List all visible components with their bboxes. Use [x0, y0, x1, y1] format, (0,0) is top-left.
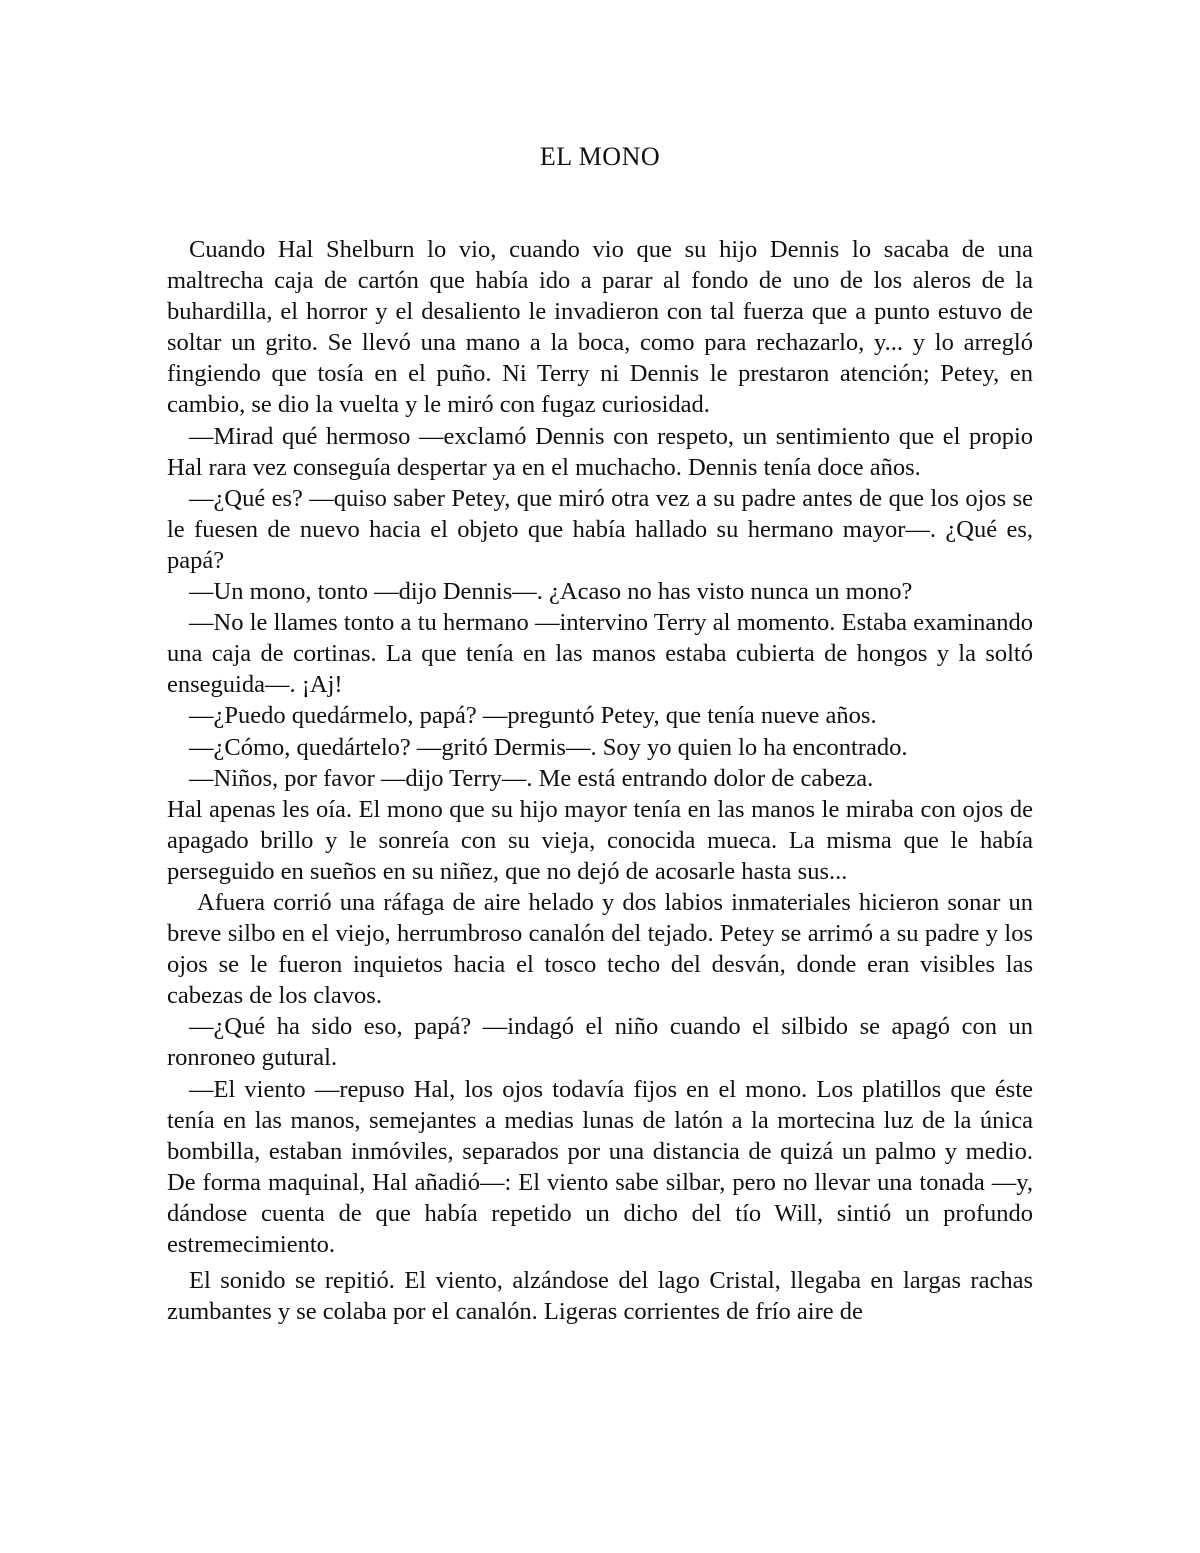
paragraph-dialogue: —¿Cómo, quedártelo? —gritó Dermis—. Soy yo quien lo ha encontrado. — [189, 733, 908, 761]
paragraph-dialogue: —No le llames tonto a tu hermano —intervino Terry al momento. Estaba examinando una caja de cortinas. La que tenía en las manos estaba cubierta de hongos y la soltó enseguida—. ¡Aj! — [167, 609, 1033, 699]
chapter-title: EL MONO — [539, 142, 661, 171]
paragraph-dialogue: —Mirad qué hermoso —exclamó Dennis con respeto, un sentimiento que el propio Hal rara vez conseguía despertar ya en el muchacho. Dennis tenía doce años. — [167, 422, 1033, 481]
paragraph-dialogue: —Niños, por favor —dijo Terry—. Me está entrando dolor de cabeza. — [189, 764, 874, 792]
paragraph-opening: Cuando Hal Shelburn lo vio, cuando vio que su hijo Dennis lo sacaba de una maltrecha caja de cartón que había ido a parar al fondo de uno de los aleros de la buhardilla, el horror y el desaliento le invadieron con tal fuerza que a punto estuvo de soltar un grito. Se llevó una mano a la boca, como para rechazarlo, y... y lo arregló fingiendo que tosía en el puño. Ni Terry ni Dennis le prestaron atención; Petey, en cambio, se dio la vuelta y le miró con fugaz curiosidad. — [167, 236, 1033, 419]
paragraph-dialogue: —¿Puedo quedármelo, papá? —preguntó Petey, que tenía nueve años. — [189, 702, 877, 730]
paragraph-narration: El sonido se repitió. El viento, alzándose del lago Cristal, llegaba en largas rachas zumbantes y se colaba por el canalón. Ligeras corrientes de frío aire de — [167, 1267, 1033, 1326]
paragraph-dialogue: —Un mono, tonto —dijo Dennis—. ¿Acaso no has visto nunca un mono? — [189, 578, 913, 606]
body-text — [167, 234, 1033, 1327]
paragraph-dialogue: —¿Qué es? —quiso saber Petey, que miró otra vez a su padre antes de que los ojos se le fuesen de nuevo hacia el objeto que había hallado su hermano mayor—. ¿Qué es, papá? — [167, 484, 1033, 574]
paragraph-dialogue: —¿Qué ha sido eso, papá? —indagó el niño cuando el silbido se apagó con un ronroneo gutural. — [167, 1013, 1033, 1072]
paragraph-narration: Hal apenas les oía. El mono que su hijo mayor tenía en las manos le miraba con ojos de apagado brillo y le sonreía con su vieja, conocida mueca. La misma que le había perseguido en sueños en su niñez, que no dejó de acosarle hasta sus... — [167, 795, 1033, 885]
paragraph-dialogue: —El viento —repuso Hal, los ojos todavía fijos en el mono. Los platillos que éste tenía en las manos, semejantes a medias lunas de latón a la mortecina luz de la única bombilla, estaban inmóviles, separados por una distancia de quizá un palmo y medio. De forma maquinal, Hal añadió—: El viento sabe silbar, pero no llevar una tonada —y, dándose cuenta de que había repetido un dicho del tío Will, sintió un profundo estremecimiento. — [167, 1075, 1033, 1258]
paragraph-narration: Afuera corrió una ráfaga de aire helado y dos labios inmateriales hicieron sonar un breve silbo en el viejo, herrumbroso canalón del tejado. Petey se arrimó a su padre y los ojos se le fueron inquietos hacia el tosco techo del desván, donde eran visibles las cabezas de los clavos. — [167, 888, 1033, 1010]
